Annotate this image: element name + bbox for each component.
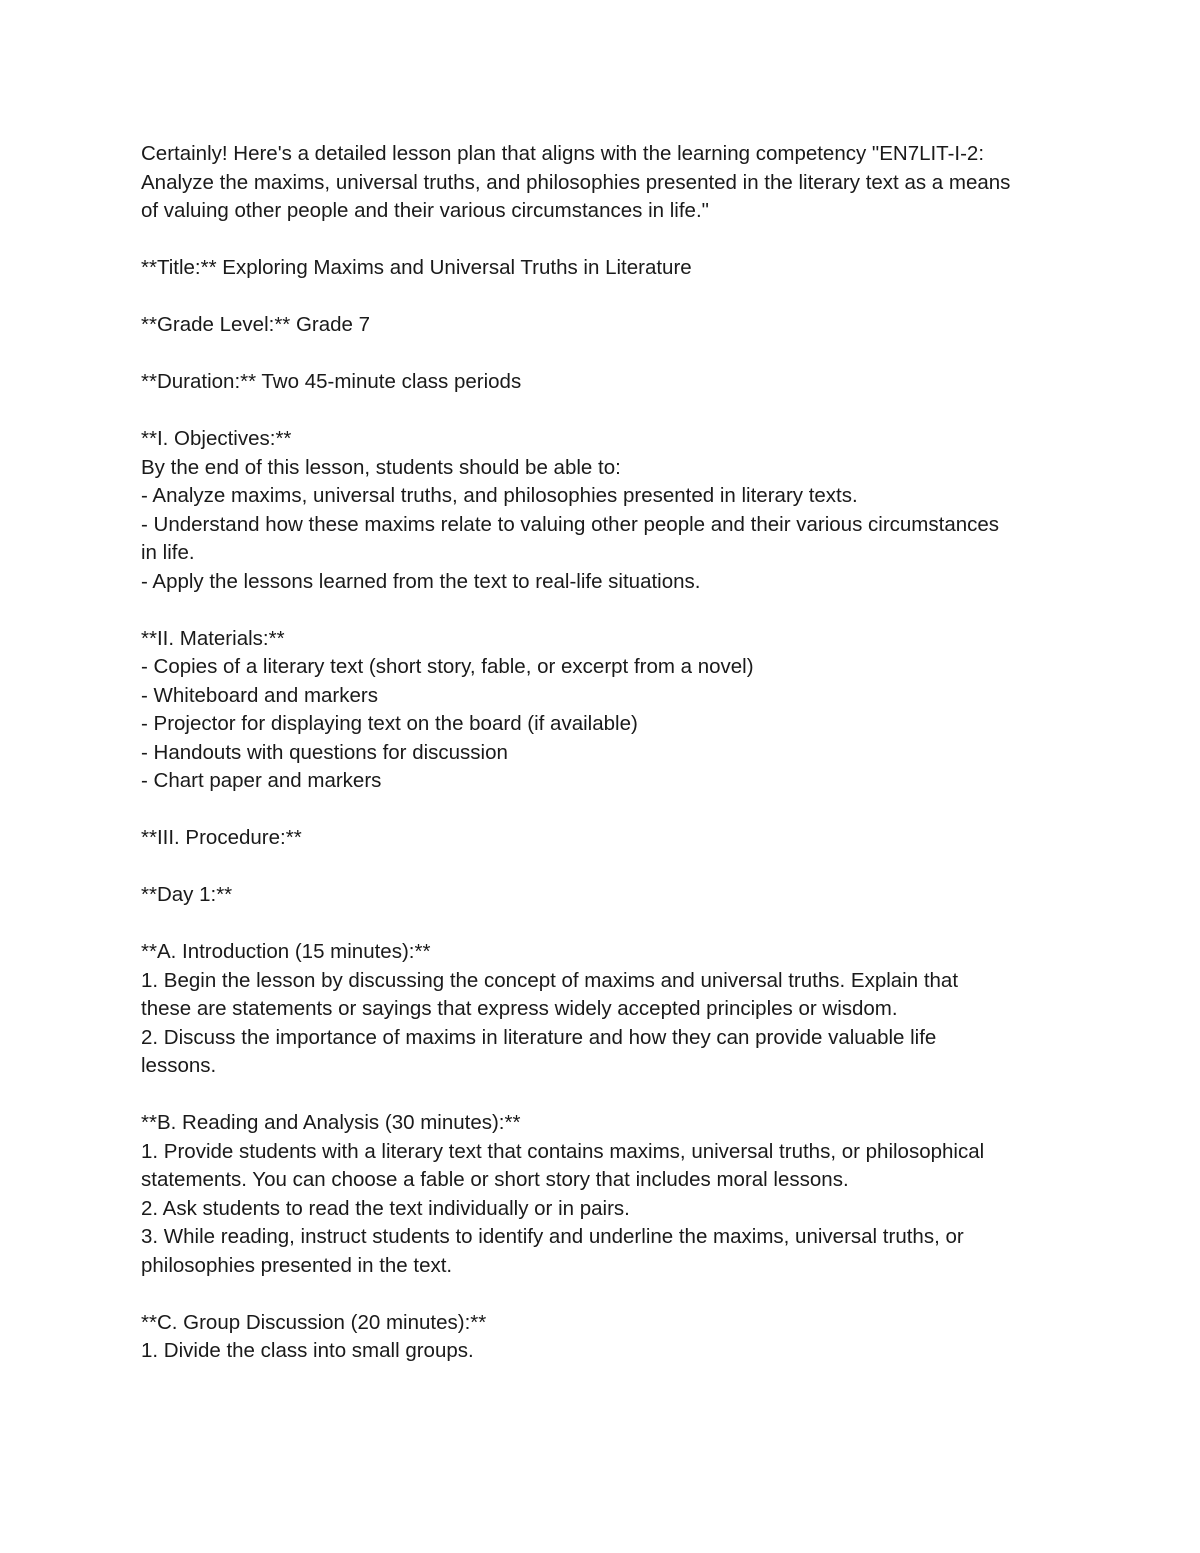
blank-line bbox=[141, 596, 1081, 625]
materials-item: - Copies of a literary text (short story, fable, or excerpt from a novel) bbox=[141, 655, 754, 678]
blank-line bbox=[141, 283, 1081, 312]
objectives-line: By the end of this lesson, students should be able to: bbox=[141, 455, 621, 479]
intro-paragraph bbox=[141, 140, 1081, 226]
document-body bbox=[141, 140, 1081, 1366]
intro-line: Certainly! Here's a detailed lesson plan that aligns with the learning competency "EN7LIT-I-2: bbox=[141, 142, 985, 165]
reading-analysis-heading: **B. Reading and Analysis (30 minutes):** bbox=[141, 1111, 521, 1134]
procedure-heading: **III. Procedure:** bbox=[141, 826, 302, 849]
objectives-heading: **I. Objectives:** bbox=[141, 427, 292, 450]
blank-line bbox=[141, 1081, 1081, 1110]
grade-level-line: **Grade Level:** Grade 7 bbox=[141, 313, 371, 336]
introduction-line: these are statements or sayings that express widely accepted principles or wisdom. bbox=[141, 997, 898, 1020]
objectives-section bbox=[141, 425, 1081, 596]
blank-line bbox=[141, 340, 1081, 369]
introduction-heading: **A. Introduction (15 minutes):** bbox=[141, 940, 431, 963]
reading-analysis-line: philosophies presented in the text. bbox=[141, 1253, 453, 1277]
materials-item: - Whiteboard and markers bbox=[141, 683, 378, 707]
reading-analysis-line: 1. Provide students with a literary text that contains maxims, universal truths, or philosophical bbox=[141, 1139, 985, 1163]
introduction-section bbox=[141, 938, 1081, 1081]
objectives-line: - Understand how these maxims relate to valuing other people and their various circumstances bbox=[141, 512, 1000, 536]
day1-heading: **Day 1:** bbox=[141, 883, 233, 906]
blank-line bbox=[141, 853, 1081, 882]
blank-line bbox=[141, 226, 1081, 255]
intro-line: Analyze the maxims, universal truths, and philosophies presented in the literary text as a means bbox=[141, 170, 1011, 194]
objectives-line: - Apply the lessons learned from the text to real-life situations. bbox=[141, 569, 701, 593]
introduction-line: 1. Begin the lesson by discussing the concept of maxims and universal truths. Explain that bbox=[141, 968, 959, 992]
blank-line bbox=[141, 796, 1081, 825]
introduction-line: lessons. bbox=[141, 1054, 217, 1077]
reading-analysis-line: 3. While reading, instruct students to identify and underline the maxims, universal truths, or bbox=[141, 1225, 964, 1248]
reading-analysis-line: 2. Ask students to read the text individually or in pairs. bbox=[141, 1196, 630, 1220]
materials-section bbox=[141, 625, 1081, 796]
group-discussion-line: 1. Divide the class into small groups. bbox=[141, 1339, 474, 1362]
group-discussion-heading: **C. Group Discussion (20 minutes):** bbox=[141, 1310, 487, 1334]
objectives-line: in life. bbox=[141, 541, 195, 564]
blank-line bbox=[141, 397, 1081, 426]
duration-line: **Duration:** Two 45-minute class periods bbox=[141, 370, 522, 393]
blank-line bbox=[141, 910, 1081, 939]
materials-item: - Handouts with questions for discussion bbox=[141, 740, 508, 764]
reading-analysis-section bbox=[141, 1109, 1081, 1280]
materials-item: - Chart paper and markers bbox=[141, 769, 382, 792]
group-discussion-section bbox=[141, 1309, 1081, 1366]
reading-analysis-line: statements. You can choose a fable or short story that includes moral lessons. bbox=[141, 1168, 849, 1191]
introduction-line: 2. Discuss the importance of maxims in literature and how they can provide valuable life bbox=[141, 1025, 937, 1049]
title-line: **Title:** Exploring Maxims and Universal Truths in Literature bbox=[141, 256, 692, 279]
materials-heading: **II. Materials:** bbox=[141, 626, 285, 650]
objectives-line: - Analyze maxims, universal truths, and philosophies presented in literary texts. bbox=[141, 484, 858, 507]
materials-item: - Projector for displaying text on the board (if available) bbox=[141, 712, 638, 735]
intro-line: of valuing other people and their various circumstances in life." bbox=[141, 199, 709, 222]
blank-line bbox=[141, 1280, 1081, 1309]
